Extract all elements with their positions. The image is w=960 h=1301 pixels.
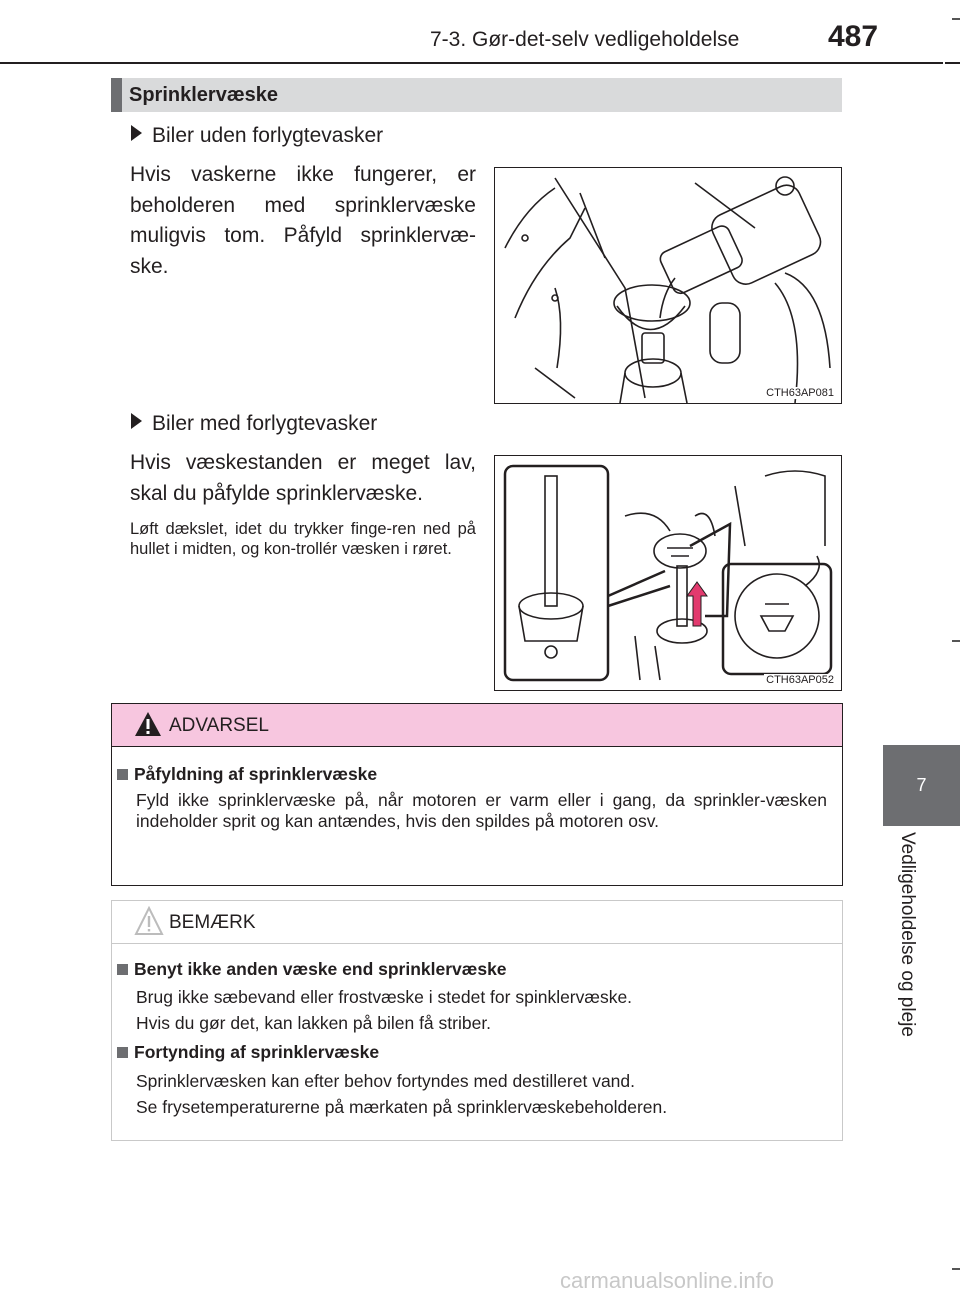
warning-item-title-text: Påfyldning af sprinklervæske — [134, 764, 378, 784]
section-title: Sprinklervæske — [129, 84, 278, 106]
chapter-tab-label-wrap — [888, 832, 928, 1062]
notice-item-line: Sprinklervæsken kan efter behov fortyndes med destilleret vand. — [136, 1071, 636, 1091]
section-title-bar — [111, 78, 842, 112]
illustration-reservoir-cap — [495, 456, 841, 690]
triangle-bullet-icon — [131, 125, 142, 141]
paragraph-with-washer: Hvis væskestanden er meget lav, skal du påfylde sprinklervæske. — [130, 451, 476, 505]
figure-lift-cap — [494, 455, 842, 691]
notice-item-title-text: Benyt ikke anden væske end sprinklervæske — [134, 959, 507, 979]
notice-triangle-icon — [134, 906, 164, 936]
square-bullet-icon — [117, 769, 128, 780]
watermark: carmanualsonline.info — [560, 1268, 775, 1293]
paragraph-without-washer: Hvis vaskerne ikke fungerer, er beholderen med sprinklervæske muligvis tom. Påfyld sprinklervæ-ske. — [130, 163, 476, 278]
figure-code: CTH63AP081 — [766, 387, 834, 399]
crop-mark — [952, 640, 960, 642]
notice-item-line: Se frysetemperaturerne på mærkaten på sprinklervæskebeholderen. — [136, 1097, 668, 1117]
warning-label: ADVARSEL — [169, 715, 269, 736]
subheading-with-washer — [131, 412, 377, 436]
warning-triangle-icon — [134, 711, 162, 737]
subheading-text: Biler med forlygtevasker — [152, 412, 378, 435]
header-rule — [0, 62, 943, 64]
square-bullet-icon — [117, 964, 128, 975]
illustration-pouring-fluid — [495, 168, 841, 403]
subheading-without-washer — [131, 124, 383, 148]
notice-item-title-text: Fortynding af sprinklervæske — [134, 1042, 380, 1062]
notice-item-title — [117, 1042, 379, 1063]
notice-header — [112, 901, 842, 944]
crop-mark — [952, 18, 960, 20]
notice-item-title — [117, 959, 507, 980]
warning-item-text: Fyld ikke sprinklervæske på, når motoren er varm eller i gang, da sprinkler-væsken indeholder sprit og kan antændes, hvis den spildes på motoren osv. — [136, 790, 827, 831]
square-bullet-icon — [117, 1047, 128, 1058]
notice-item-line: Hvis du gør det, kan lakken på bilen få striber. — [136, 1013, 492, 1033]
section-bar-accent — [111, 78, 122, 112]
subheading-text: Biler uden forlygtevasker — [152, 124, 384, 147]
header-rule-tick — [945, 62, 960, 64]
notice-label: BEMÆRK — [169, 912, 256, 933]
triangle-bullet-icon — [131, 413, 142, 429]
instruction-note: Løft dækslet, idet du trykker finge-ren ned på hullet i midten, og kon-trollér væsken i røret. — [130, 520, 476, 558]
page-number: 487 — [828, 20, 879, 53]
crop-mark — [952, 1268, 960, 1270]
warning-box — [111, 703, 843, 886]
figure-code: CTH63AP052 — [766, 674, 834, 686]
figure-refill-funnel — [494, 167, 842, 404]
chapter-tab-label: Vedligeholdelse og pleje — [897, 832, 918, 1037]
notice-box — [111, 900, 843, 1141]
chapter-tab — [883, 745, 960, 826]
warning-item-title — [117, 764, 377, 785]
notice-item-line: Brug ikke sæbevand eller frostvæske i stedet for spinklervæske. — [136, 987, 633, 1007]
chapter-tab-number: 7 — [916, 775, 927, 795]
running-header-section: 7-3. Gør-det-selv vedligeholdelse — [430, 28, 740, 51]
warning-header — [112, 704, 842, 747]
